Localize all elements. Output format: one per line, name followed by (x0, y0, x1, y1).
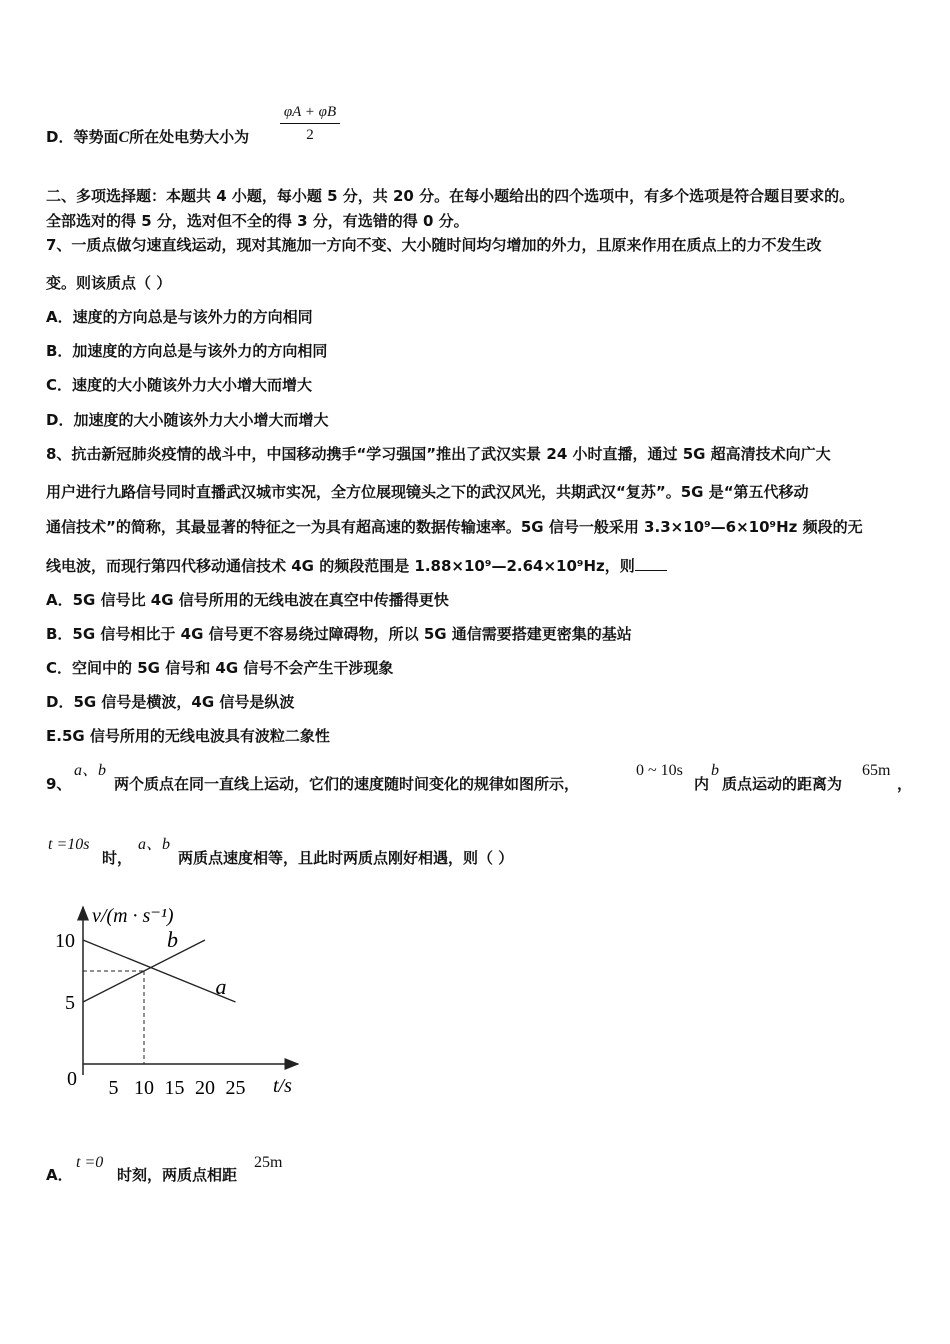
x-tick-label-15: 15 (164, 1077, 185, 1099)
y-tick-label-10: 10 (55, 930, 75, 952)
x-tick-label-20: 20 (195, 1077, 215, 1099)
q9-ab-symbols-2: a、b (138, 836, 171, 853)
q9-stem-part2: 内 (694, 775, 710, 793)
q7-stem-line1: 7、一质点做匀速直线运动，现对其施加一方向不变、大小随时间均匀增加的外力，且原来作用在质点上的力不发生改 (46, 236, 822, 254)
potential-fraction (280, 104, 340, 144)
x-tick-label-25: 25 (225, 1077, 246, 1099)
q9-option-a-text: 时刻，两质点相距 (117, 1166, 238, 1184)
q7-option-c: C．速度的大小随该外力大小增大而增大 (46, 376, 313, 394)
q9-time-range: 0 ~ 10s (636, 762, 683, 779)
q9-option-a-label: A． (46, 1166, 73, 1184)
section2-line1: 二、多项选择题：本题共 4 小题，每小题 5 分，共 20 分。在每小题给出的四个选项中，有多个选项是符合题目要求的。 (46, 187, 855, 205)
q9-stem-part1: 两个质点在同一直线上运动，它们的速度随时间变化的规律如图所示， (114, 775, 580, 793)
q9-b-symbol: b (711, 762, 719, 779)
q8-option-e: E.5G 信号所用的无线电波具有波粒二象性 (46, 727, 330, 745)
q7-option-a: A．速度的方向总是与该外力的方向相同 (46, 308, 313, 326)
fraction-numerator: φA + φB (280, 104, 340, 124)
q9-comma: ， (897, 775, 913, 793)
q7-option-d: D．加速度的大小随该外力大小增大而增大 (46, 411, 329, 429)
y-axis-label: v/(m · s⁻¹) (92, 905, 174, 927)
q9-stem-part5: 两质点速度相等，且此时两质点刚好相遇，则（ ） (178, 849, 514, 867)
q8-option-c: C．空间中的 5G 信号和 4G 信号不会产生干涉现象 (46, 659, 394, 677)
q9-option-a-math: t =0 (76, 1154, 104, 1171)
q9-number: 9、 (46, 775, 72, 793)
q8-stem-line4: 线电波，而现行第四代移动通信技术 4G 的频段范围是 1.88×10⁹—2.64×10⁹Hz，则 (46, 558, 667, 574)
x-tick-label-10: 10 (134, 1077, 154, 1099)
answer-blank (635, 558, 667, 571)
q8-option-d: D．5G 信号是横波，4G 信号是纵波 (46, 693, 295, 711)
velocity-time-chart (40, 895, 320, 1110)
x-axis-label: t/s (273, 1075, 292, 1097)
q9-stem-part3: 质点运动的距离为 (722, 775, 843, 793)
q8-stem-line2: 用户进行九路信号同时直播武汉城市实况，全方位展现镜头之下的武汉风光，共期武汉“复苏”。5G 是“第五代移动 (46, 483, 809, 501)
q9-distance: 65m (862, 762, 891, 779)
x-tick-label-5: 5 (108, 1077, 119, 1099)
q6-option-d: D．等势面C所在处电势大小为 (46, 128, 250, 146)
q8-option-b: B．5G 信号相比于 4G 信号更不容易绕过障碍物，所以 5G 通信需要搭建更密集的基站 (46, 625, 632, 643)
q9-stem-part4: 时， (102, 849, 133, 867)
series-label-a: a (215, 974, 227, 999)
y-tick-label-5: 5 (65, 992, 75, 1014)
section2-line2: 全部选对的得 5 分，选对但不全的得 3 分，有选错的得 0 分。 (46, 212, 469, 230)
q8-option-a: A．5G 信号比 4G 信号所用的无线电波在真空中传播得更快 (46, 591, 449, 609)
q8-stem-line3: 通信技术”的简称，其最显著的特征之一为具有超高速的数据传输速率。5G 信号一般采用 3.3×10⁹—6×10⁹Hz 频段的无 (46, 518, 863, 536)
q9-option-a-distance: 25m (254, 1154, 283, 1171)
q7-option-b: B．加速度的方向总是与该外力的方向相同 (46, 342, 328, 360)
q7-stem-line2: 变。则该质点（ ） (46, 274, 172, 292)
q9-ab-symbols: a、b (74, 762, 107, 779)
origin-label: 0 (67, 1068, 77, 1090)
series-label-b: b (167, 927, 178, 952)
fraction-denominator: 2 (306, 127, 314, 143)
q9-time-10s: t =10s (48, 836, 90, 853)
q8-stem-line1: 8、抗击新冠肺炎疫情的战斗中，中国移动携手“学习强国”推出了武汉实景 24 小时直播，通过 5G 超高清技术向广大 (46, 445, 831, 463)
